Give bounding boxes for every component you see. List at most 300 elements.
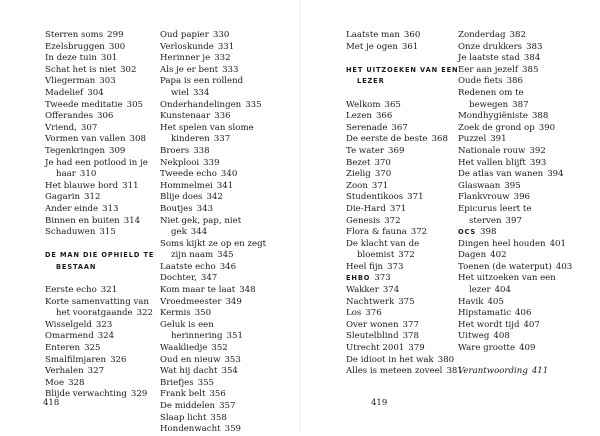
page-ref: 301 [100, 53, 118, 64]
toc-title: Vliegerman [45, 76, 96, 87]
toc-entry [45, 65, 165, 77]
toc-title: Zoek de grond op [458, 122, 535, 133]
toc-title: Korte samenvatting van het vooratgaande [45, 296, 149, 319]
toc-title: Niet gek, pap, niet gek [160, 215, 242, 238]
page-ref: 329 [130, 389, 148, 400]
toc-title: Dochter, [160, 273, 197, 284]
toc-entry [160, 30, 280, 42]
page-ref: 344 [190, 227, 208, 238]
toc-entry [160, 181, 280, 193]
page-ref: 394 [547, 169, 564, 180]
toc-title: Hommelmei [160, 180, 213, 191]
toc-entry [45, 343, 165, 355]
toc-title: Blijde verwachting [45, 389, 127, 400]
toc-title: Je had een potlood in je haar [45, 157, 148, 180]
page-ref: 386 [506, 76, 523, 87]
toc-title: De idioot in het wak [346, 354, 434, 365]
page-ref: 374 [382, 285, 400, 296]
toc-title: Puzzel [458, 134, 487, 145]
page-ref: 383 [526, 41, 543, 52]
toc-title: Ander einde [45, 203, 99, 214]
toc-entry [346, 111, 466, 123]
toc-title: Vriend, [45, 122, 77, 133]
toc-entry [458, 169, 578, 181]
page-ref: 355 [197, 377, 215, 388]
toc-title: Lezen [346, 111, 372, 122]
toc-entry [160, 366, 280, 378]
left-page-column-1 [45, 30, 165, 401]
page-ref: 304 [87, 87, 104, 98]
page-ref: 359 [224, 424, 242, 435]
page-ref: 347 [200, 273, 218, 284]
toc-title: Eerste echo [45, 285, 97, 296]
toc-entry [45, 123, 165, 135]
toc-title: In deze tuin [45, 53, 97, 64]
page-ref: 305 [126, 99, 144, 110]
toc-title: De eerste de beste [346, 134, 428, 145]
toc-entry [160, 146, 280, 158]
toc-title: Gagarin [45, 192, 81, 203]
toc-entry [346, 355, 466, 367]
toc-title: Te water [346, 145, 385, 156]
toc-title: Uitweg [458, 331, 490, 342]
toc-entry [45, 366, 165, 378]
toc-title: Dingen heel houden [458, 238, 546, 249]
toc-entry [458, 297, 578, 309]
page-ref: 370 [374, 169, 392, 180]
toc-title: Kermis [160, 308, 191, 319]
toc-entry [458, 239, 578, 251]
spacer [346, 88, 466, 100]
toc-title: Redenen om te bewegen [458, 87, 524, 110]
section-title: HET UITZOEKEN VAN EEN LEZER [346, 65, 459, 86]
toc-entry [346, 366, 466, 378]
page-ref: 405 [487, 296, 504, 307]
toc-entry [45, 389, 165, 401]
toc-entry [346, 285, 466, 297]
toc-entry [160, 343, 280, 355]
toc-entry [458, 181, 578, 193]
page-ref: 325 [84, 343, 101, 354]
toc-entry [458, 134, 578, 146]
toc-entry [45, 285, 165, 297]
page-ref: 371 [407, 192, 424, 203]
page-ref: 408 [493, 331, 510, 342]
page-ref: 409 [519, 343, 536, 354]
toc-title: Nachtwerk [346, 296, 395, 307]
toc-entry [45, 158, 165, 181]
page-ref: 351 [226, 331, 243, 342]
page-ref: 357 [219, 401, 236, 411]
toc-entry [160, 262, 280, 274]
toc-entry [458, 111, 578, 123]
page-ref: 380 [437, 354, 455, 365]
toc-entry [346, 134, 466, 146]
page-ref: 354 [221, 366, 238, 377]
toc-entry [160, 308, 280, 320]
page-ref: 323 [95, 319, 113, 330]
toc-entry [160, 413, 280, 425]
toc-entry [458, 158, 578, 170]
page-ref: 337 [213, 134, 231, 145]
toc-title: Laatste echo [160, 261, 216, 272]
page-ref: 411 [531, 366, 549, 377]
toc-entry [45, 331, 165, 343]
right-page [300, 0, 600, 432]
toc-title: Oud en nieuw [160, 354, 221, 365]
toc-entry [45, 111, 165, 123]
left-page [0, 0, 300, 435]
toc-entry [160, 65, 280, 77]
toc-entry [458, 366, 578, 378]
page-ref: 401 [549, 238, 566, 249]
page-ref: 327 [87, 366, 105, 377]
toc-entry [45, 378, 165, 390]
section-heading [346, 273, 466, 285]
page-ref: 372 [398, 250, 415, 261]
toc-entry [346, 331, 466, 343]
toc-entry [160, 76, 280, 99]
toc-entry [45, 88, 165, 100]
page-ref: 373 [387, 261, 404, 272]
toc-entry [346, 308, 466, 320]
page-ref: 333 [222, 64, 239, 75]
toc-title: De klacht van de bloemist [346, 238, 420, 261]
page-ref: 385 [522, 64, 539, 75]
page-ref: 382 [509, 30, 526, 40]
toc-title: Verhalen [45, 366, 84, 377]
page-ref: 402 [490, 250, 507, 261]
toc-title: Genesis [346, 215, 381, 226]
toc-title: Schaduwen [45, 227, 96, 238]
page-ref: 348 [239, 285, 256, 296]
toc-title: Dagen [458, 250, 487, 261]
toc-entry [160, 169, 280, 181]
toc-title: Schat het is niet [45, 64, 117, 75]
toc-entry [458, 65, 578, 77]
page-ref: 370 [374, 157, 391, 168]
toc-entry [160, 424, 280, 436]
toc-entry [458, 262, 578, 274]
toc-title: Over wonen [346, 319, 399, 330]
page-ref: 356 [209, 389, 226, 400]
page-ref: 331 [217, 41, 235, 52]
page-ref: 407 [523, 319, 540, 330]
page-ref: 398 [480, 227, 497, 238]
page-ref: 384 [523, 53, 541, 64]
toc-entry [160, 192, 280, 204]
toc-title: Enteren [45, 343, 81, 354]
toc-title: Los [346, 308, 362, 319]
toc-title: Tweede meditatie [45, 99, 123, 110]
toc-entry [45, 146, 165, 158]
toc-entry [346, 192, 466, 204]
toc-title: Flankvrouw [458, 192, 510, 203]
page-ref: 306 [97, 111, 114, 122]
toc-entry [160, 100, 280, 112]
toc-title: Binnen en buiten [45, 215, 120, 226]
toc-entry [458, 273, 578, 296]
page-ref: 365 [384, 99, 401, 110]
toc-entry [346, 181, 466, 193]
toc-title: Laatste man [346, 30, 400, 40]
page-ref: 314 [123, 215, 141, 226]
toc-entry [45, 181, 165, 193]
toc-title: Epicurus leert te sterven [458, 203, 532, 226]
toc-title: Tweede echo [160, 169, 217, 180]
toc-title: Als je er bent [160, 64, 219, 75]
page-ref: 350 [194, 308, 212, 319]
toc-entry [160, 42, 280, 54]
toc-entry [160, 401, 280, 413]
toc-entry [45, 204, 165, 216]
page-ref: 381 [446, 366, 463, 377]
toc-title: Onderhandelingen [160, 99, 242, 110]
toc-title: Nationale rouw [458, 145, 526, 156]
toc-title: Herinner je [160, 53, 211, 64]
page-ref: 393 [529, 157, 547, 168]
page-ref: 308 [129, 134, 146, 145]
toc-entry [160, 216, 280, 239]
toc-title: Serenade [346, 122, 388, 133]
toc-entry [45, 227, 165, 239]
page-ref: 312 [84, 192, 101, 203]
toc-entry [458, 331, 578, 343]
toc-entry [346, 123, 466, 135]
section-heading [346, 65, 466, 88]
page-ref: 338 [193, 145, 210, 156]
left-page-column-2 [160, 30, 280, 436]
page-ref: 300 [108, 41, 126, 52]
toc-entry [458, 250, 578, 262]
toc-entry [346, 158, 466, 170]
toc-title: Glaswaan [458, 180, 501, 191]
page-ref: 336 [214, 111, 231, 122]
page-ref: 358 [210, 412, 227, 423]
toc-title: Boutjes [160, 203, 193, 214]
toc-entry [458, 123, 578, 135]
toc-entry [45, 100, 165, 112]
toc-title: Kunstenaar [160, 111, 211, 122]
page-ref: 335 [245, 99, 262, 110]
toc-title: Flora & fauna [346, 227, 407, 238]
page-ref: 397 [505, 215, 522, 226]
page-ref: 313 [102, 203, 119, 214]
toc-title: Ezelsbruggen [45, 41, 105, 52]
toc-entry [346, 216, 466, 228]
page-ref: 368 [431, 134, 448, 145]
toc-title: Waakliedje [160, 343, 208, 354]
toc-entry [346, 297, 466, 309]
toc-entry [346, 227, 466, 239]
toc-title: Wakker [346, 285, 379, 296]
toc-entry [346, 100, 466, 112]
toc-entry [160, 320, 280, 343]
toc-title: Sleutelblind [346, 331, 399, 342]
toc-title: Mondhygiëniste [458, 111, 528, 122]
page-ref: 372 [410, 227, 428, 238]
toc-title: Madelief [45, 87, 84, 98]
page-ref: 395 [504, 180, 521, 191]
toc-title: Toenen (de waterput) [458, 261, 552, 272]
toc-title: Vroedmeester [160, 296, 222, 307]
toc-entry [160, 389, 280, 401]
page-ref: 328 [68, 377, 85, 388]
toc-entry [458, 204, 578, 227]
toc-title: De atlas van wanen [458, 169, 544, 180]
toc-title: Verantwoording [458, 366, 528, 377]
toc-title: Alles is meteen zoveel [346, 366, 443, 377]
page-ref: 392 [529, 145, 546, 156]
page-ref: 375 [398, 296, 415, 307]
page-ref: 403 [555, 261, 573, 272]
page-ref: 311 [122, 180, 139, 191]
toc-entry [458, 343, 578, 355]
toc-title: Heel fijn [346, 261, 384, 272]
toc-title: Verloskunde [160, 41, 214, 52]
toc-entry [458, 308, 578, 320]
toc-entry [160, 355, 280, 367]
toc-title: Met je ogen [346, 41, 398, 52]
toc-entry [160, 111, 280, 123]
page-ref: 339 [203, 157, 220, 168]
toc-title: Sterren soms [45, 30, 104, 40]
page-ref: 309 [109, 145, 126, 156]
page-ref: 343 [196, 203, 214, 214]
toc-entry [45, 53, 165, 65]
spacer [45, 239, 165, 251]
toc-entry [160, 239, 280, 262]
toc-title: Het wordt tijd [458, 319, 520, 330]
toc-entry [458, 320, 578, 332]
toc-title: Soms kijkt ze op en zegt zijn naam [160, 238, 267, 261]
toc-title: Hondenwacht [160, 424, 221, 435]
page-ref: 377 [402, 319, 419, 330]
toc-title: Het uitzoeken van een lezer [458, 273, 556, 296]
toc-entry [346, 42, 466, 54]
toc-entry [458, 42, 578, 54]
toc-entry [160, 285, 280, 297]
page-ref: 345 [217, 250, 234, 261]
toc-entry [45, 355, 165, 367]
page-ref: 349 [225, 296, 242, 307]
toc-title: Offerandes [45, 111, 93, 122]
toc-title: Kom maar te laat [160, 285, 236, 296]
page-ref: 341 [216, 180, 234, 191]
toc-entry [45, 134, 165, 146]
toc-title: Zoon [346, 180, 368, 191]
page-ref: 366 [375, 111, 393, 122]
page-ref: 360 [403, 30, 421, 40]
toc-entry [45, 297, 165, 320]
page-ref: 334 [192, 87, 210, 98]
toc-entry [458, 76, 578, 88]
toc-title: Studentikoos [346, 192, 404, 203]
toc-title: Het blauwe bord [45, 180, 119, 191]
toc-title: Bezet [346, 157, 371, 168]
page-ref: 352 [211, 343, 228, 354]
toc-title: Zonderdag [458, 30, 506, 40]
toc-title: Omarmend [45, 331, 94, 342]
toc-title: Broers [160, 145, 190, 156]
page-ref: 391 [490, 134, 507, 145]
page-ref: 310 [79, 169, 97, 180]
toc-title: Zielig [346, 169, 371, 180]
page-ref: 390 [538, 122, 556, 133]
page-ref: 299 [107, 30, 124, 40]
page-ref: 324 [97, 331, 115, 342]
toc-entry [346, 262, 466, 274]
toc-entry [160, 123, 280, 146]
spacer [458, 355, 578, 367]
right-page-column-1 [346, 30, 466, 378]
page-ref: 322 [136, 308, 153, 319]
page-ref: 367 [391, 122, 408, 133]
toc-title: Briefjes [160, 377, 194, 388]
page-ref: 342 [206, 192, 223, 203]
section-heading [45, 250, 165, 273]
page-ref: 302 [120, 64, 137, 75]
page-ref: 369 [388, 145, 405, 156]
page-ref: 388 [531, 111, 549, 122]
toc-entry [160, 273, 280, 285]
section-title: EHBO [346, 274, 371, 283]
toc-title: Tegenkringen [45, 145, 105, 156]
toc-title: Papa is een rollend wiel [160, 76, 244, 98]
toc-title: Het vallen blijft [458, 157, 526, 168]
page-ref: 353 [224, 354, 241, 365]
section-title: OCS [458, 228, 477, 237]
toc-entry [346, 239, 466, 262]
toc-entry [458, 192, 578, 204]
toc-entry [346, 343, 466, 355]
toc-entry [160, 378, 280, 390]
toc-title: Welkom [346, 99, 381, 110]
toc-entry [45, 192, 165, 204]
toc-title: Wisselgeld [45, 319, 92, 330]
page-ref: 379 [408, 343, 425, 354]
page-number-left: 418 [43, 398, 60, 408]
toc-title: Oud papier [160, 30, 209, 40]
page-ref: 330 [212, 30, 230, 40]
toc-entry [45, 216, 165, 228]
toc-title: Vormen van vallen [45, 134, 126, 145]
toc-entry [160, 158, 280, 170]
toc-title: Het spelen van slome kinderen [160, 122, 254, 145]
toc-entry [45, 76, 165, 88]
page-ref: 332 [214, 53, 231, 64]
right-page-column-2 [458, 30, 578, 378]
toc-entry [346, 204, 466, 216]
page-ref: 361 [401, 41, 419, 52]
toc-entry [45, 42, 165, 54]
toc-entry [346, 146, 466, 158]
toc-entry [458, 146, 578, 158]
page-number-right: 419 [371, 398, 388, 408]
toc-entry [458, 30, 578, 42]
page-ref: 340 [220, 169, 238, 180]
page-ref: 372 [384, 215, 401, 226]
toc-title: Hipstamatic [458, 308, 512, 319]
toc-title: Utrecht 2001 [346, 343, 405, 354]
page-ref: 371 [371, 180, 389, 191]
toc-title: Je laatste stad [458, 53, 520, 64]
toc-entry [45, 30, 165, 42]
page-ref: 321 [100, 285, 118, 296]
toc-entry [160, 297, 280, 309]
page-ref: 378 [402, 331, 419, 342]
toc-title: De middelen [160, 401, 216, 411]
